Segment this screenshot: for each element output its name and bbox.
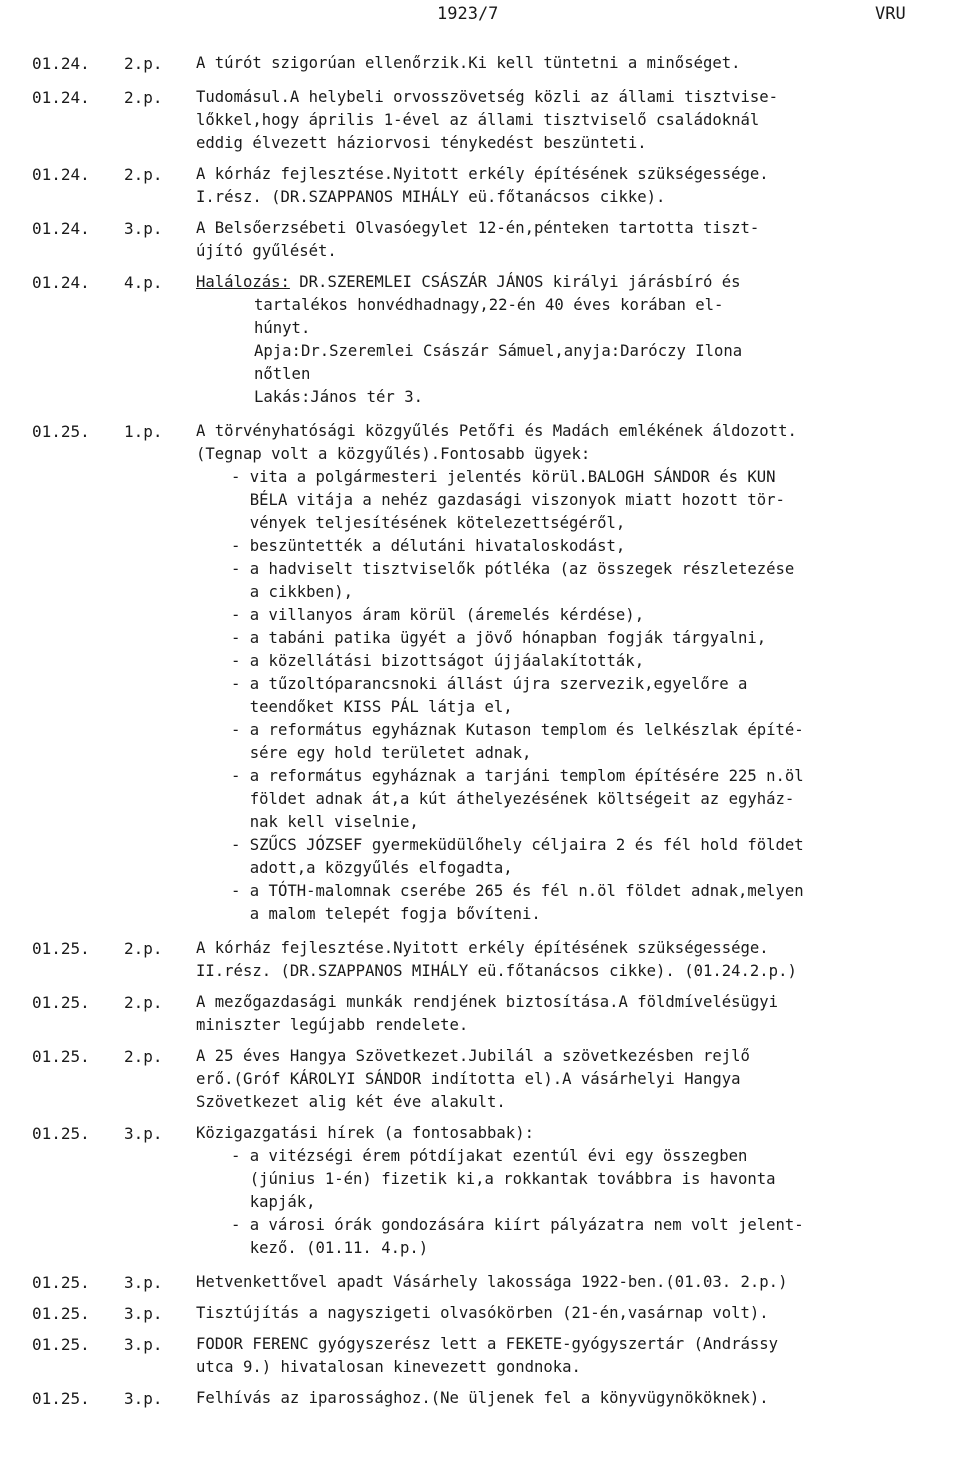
entry-page-ref: 3.p. (124, 1335, 163, 1354)
entry-line: teendőket KISS PÁL látja el, (231, 698, 513, 716)
entry-page-ref: 3.p. (124, 219, 163, 238)
entry-line: A Belsőerzsébeti Olvasóegylet 12-én,pénteken tartotta tiszt- (196, 219, 760, 237)
entry-item (0, 163, 960, 209)
entry-line: Hetvenkettővel apadt Vásárhely lakossága 1922-ben.(01.03. 2.p.) (196, 1273, 788, 1291)
entry-line: - SZŰCS JÓZSEF gyermeküdülőhely céljaira 2 és fél hold földet (231, 836, 804, 854)
entry-page-ref: 2.p. (124, 993, 163, 1012)
entry-line: - beszüntették a délutáni hivataloskodást, (231, 537, 626, 555)
entry-item (0, 1271, 960, 1294)
document-code: 1923/7 (437, 4, 499, 24)
entry-text (196, 1302, 946, 1325)
entry-line: Tudomásul.A helybeli orvosszövetség közli az állami tisztvise- (196, 88, 779, 106)
entry-line: lőkkel,hogy április 1-ével az állami tisztviselő családoknál (196, 111, 760, 129)
archive-tag: VRU (875, 4, 906, 24)
entry-page-ref: 3.p. (124, 1389, 163, 1408)
entry-item (0, 1045, 960, 1114)
entry-date: 01.25. (32, 1124, 90, 1143)
entry-line: II.rész. (DR.SZAPPANOS MIHÁLY eü.főtanácsos cikke). (01.24.2.p.) (196, 962, 797, 980)
entry-page-ref: 1.p. (124, 422, 163, 441)
entry-text (196, 937, 946, 983)
entry-line: A 25 éves Hangya Szövetkezet.Jubilál a szövetkezésben rejlő (196, 1047, 750, 1065)
entry-page-ref: 3.p. (124, 1273, 163, 1292)
entry-line: Tisztújítás a nagyszigeti olvasókörben (21-én,vasárnap volt). (196, 1304, 769, 1322)
entry-line: (június 1-én) fizetik ki,a rokkantak továbbra is havonta (231, 1170, 776, 1188)
entry-page-ref: 3.p. (124, 1304, 163, 1323)
entry-line: földet adnak át,a kút áthelyezésének költségeit az egyház- (231, 790, 795, 808)
entry-line: - a tabáni patika ügyét a jövő hónapban fogják tárgyalni, (231, 629, 767, 647)
entry-page-ref: 4.p. (124, 273, 163, 292)
entry-date: 01.24. (32, 273, 90, 292)
entry-page-ref: 3.p. (124, 1124, 163, 1143)
entry-text (196, 1045, 946, 1114)
entry-list (0, 52, 960, 1410)
entry-line: eddig élvezett háziorvosi ténykedést beszünteti. (196, 134, 647, 152)
entry-line: BÉLA vitája a nehéz gazdasági viszonyok miatt hozott tör- (231, 491, 785, 509)
entry-item (0, 991, 960, 1037)
entry-date: 01.24. (32, 219, 90, 238)
entry-item (0, 271, 960, 409)
obituary-label: Halálozás: (196, 273, 290, 291)
obituary-name: DR.SZEREMLEI CSÁSZÁR JÁNOS királyi járásbíró és (289, 273, 741, 291)
entry-text (196, 991, 946, 1037)
entry-line: miniszter legújabb rendelete. (196, 1016, 469, 1034)
entry-date: 01.25. (32, 422, 90, 441)
entry-line: Felhívás az iparossághoz.(Ne üljenek fel a könyvügynököknek). (196, 1389, 769, 1407)
entry-page-ref: 2.p. (124, 939, 163, 958)
entry-line: a cikkben), (231, 583, 354, 601)
entry-line: sére egy hold területet adnak, (231, 744, 532, 762)
entry-date: 01.25. (32, 1389, 90, 1408)
entry-page-ref: 2.p. (124, 54, 163, 73)
entry-line: Szövetkezet alig két éve alakult. (196, 1093, 506, 1111)
entry-item (0, 86, 960, 155)
entry-line: - a villanyos áram körül (áremelés kérdése), (231, 606, 645, 624)
entry-item (0, 937, 960, 983)
entry-line: tartalékos honvédhadnagy,22-én 40 éves korában el- (254, 296, 724, 314)
entry-line: adott,a közgyűlés elfogadta, (231, 859, 513, 877)
entry-line: újító gyűlését. (196, 242, 337, 260)
entry-line: Lakás:János tér 3. (254, 388, 423, 406)
entry-line: - a hadviselt tisztviselők pótléka (az összegek részletezése (231, 560, 795, 578)
entry-date: 01.25. (32, 939, 90, 958)
entry-line: A túrót szigorúan ellenőrzik.Ki kell tüntetni a minőséget. (196, 54, 741, 72)
entry-page-ref: 2.p. (124, 88, 163, 107)
entry-text (196, 420, 946, 926)
entry-line: (Tegnap volt a közgyűlés).Fontosabb ügyek: (196, 445, 591, 463)
entry-date: 01.25. (32, 1304, 90, 1323)
entry-line (196, 271, 946, 294)
entry-item (0, 420, 960, 926)
entry-line: Apja:Dr.Szeremlei Császár Sámuel,anyja:Daróczy Ilona (254, 342, 743, 360)
entry-item (0, 52, 960, 75)
entry-text (196, 163, 946, 209)
entry-page-ref: 2.p. (124, 1047, 163, 1066)
entry-line: - a közellátási bizottságot újjáalakították, (231, 652, 645, 670)
entry-line: Közigazgatási hírek (a fontosabbak): (196, 1124, 534, 1142)
entry-date: 01.24. (32, 88, 90, 107)
entry-line: - a tűzoltóparancsnoki állást újra szervezik,egyelőre a (231, 675, 748, 693)
entry-line: - a városi órák gondozására kiírt pályázatra nem volt jelent- (231, 1216, 804, 1234)
entry-page-ref: 2.p. (124, 165, 163, 184)
entry-text (196, 1333, 946, 1379)
entry-date: 01.25. (32, 993, 90, 1012)
entry-date: 01.24. (32, 54, 90, 73)
page-header (0, 4, 960, 30)
entry-text (196, 1122, 946, 1260)
entry-line: A mezőgazdasági munkák rendjének biztosítása.A földmívelésügyi (196, 993, 779, 1011)
entry-line: - vita a polgármesteri jelentés körül.BALOGH SÁNDOR és KUN (231, 468, 776, 486)
entry-line: húnyt. (254, 319, 311, 337)
entry-line: A törvényhatósági közgyűlés Petőfi és Madách emlékének áldozott. (196, 422, 797, 440)
entry-text (196, 271, 946, 409)
entry-date: 01.25. (32, 1047, 90, 1066)
entry-item (0, 1333, 960, 1379)
entry-line: utca 9.) hivatalosan kinevezett gondnoka. (196, 1358, 581, 1376)
entry-line: erő.(Gróf KÁROLYI SÁNDOR indította el).A vásárhelyi Hangya (196, 1070, 741, 1088)
entry-item (0, 1302, 960, 1325)
entry-line: vények teljesítésének kötelezettségéről, (231, 514, 626, 532)
entry-item (0, 1122, 960, 1260)
entry-date: 01.24. (32, 165, 90, 184)
entry-line: kapják, (231, 1193, 316, 1211)
entry-line: a malom telepét fogja bővíteni. (231, 905, 541, 923)
entry-item (0, 217, 960, 263)
entry-line: A kórház fejlesztése.Nyitott erkély építésének szükségessége. (196, 165, 769, 183)
entry-line: FODOR FERENC gyógyszerész lett a FEKETE-gyógyszertár (Andrássy (196, 1335, 779, 1353)
entry-date: 01.25. (32, 1335, 90, 1354)
entry-line: nak kell viselnie, (231, 813, 419, 831)
entry-line: kező. (01.11. 4.p.) (231, 1239, 429, 1257)
entry-item (0, 1387, 960, 1410)
entry-line: - a református egyháznak Kutason templom és lelkészlak építé- (231, 721, 804, 739)
entry-line: - a vitézségi érem pótdíjakat ezentúl évi egy összegben (231, 1147, 748, 1165)
entry-line: - a TÓTH-malomnak cserébe 265 és fél n.öl földet adnak,melyen (231, 882, 804, 900)
entry-text (196, 1271, 946, 1294)
entry-text (196, 1387, 946, 1410)
entry-text (196, 52, 946, 75)
entry-line: I.rész. (DR.SZAPPANOS MIHÁLY eü.főtanácsos cikke). (196, 188, 666, 206)
entry-line: nőtlen (254, 365, 311, 383)
entry-text (196, 86, 946, 155)
entry-date: 01.25. (32, 1273, 90, 1292)
entry-line: A kórház fejlesztése.Nyitott erkély építésének szükségessége. (196, 939, 769, 957)
entry-text (196, 217, 946, 263)
entry-line: - a református egyháznak a tarjáni templom építésére 225 n.öl (231, 767, 804, 785)
